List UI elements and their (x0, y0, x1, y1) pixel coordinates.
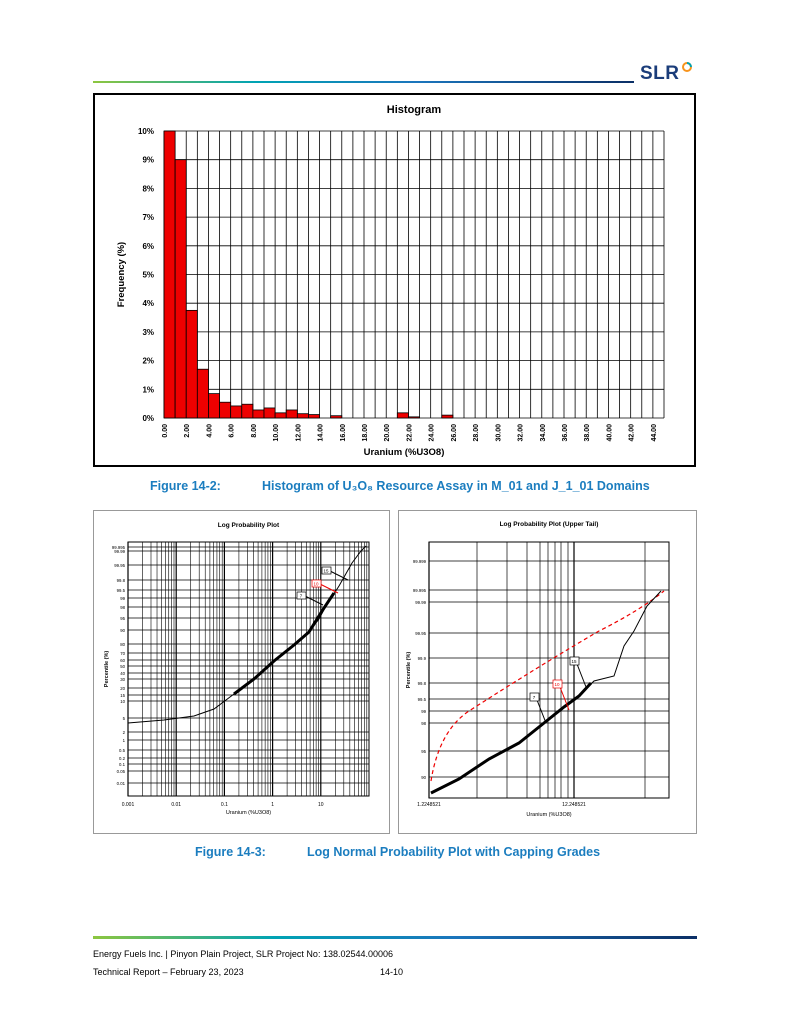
y-tick-label: 0.05 (116, 769, 125, 774)
x-tick-label: 6.00 (228, 424, 236, 438)
figure-14-3-number: Figure 14-3: (195, 845, 266, 859)
y-tick-label: 10% (137, 127, 154, 136)
x-tick-label: 2.00 (184, 424, 192, 438)
x-tick-label: 32.00 (517, 424, 525, 442)
x-tick-label: 10.00 (273, 424, 281, 442)
y-tick-label: 30 (120, 677, 125, 682)
y-tick-label: 99.5 (116, 588, 125, 593)
x-tick-label: 26.00 (450, 424, 458, 442)
histogram-bar (297, 414, 308, 418)
x-tick-label: 0.01 (171, 802, 182, 808)
y-tick-label: 20 (120, 686, 125, 691)
y-tick-label: 90 (120, 628, 125, 633)
x-tick-label: 0.00 (162, 424, 169, 438)
capping-marker-label: 7 (532, 695, 536, 700)
y-tick-label: 0.1 (119, 762, 125, 767)
y-tick-label: 99.95 (415, 631, 426, 636)
histogram-bar (242, 404, 253, 418)
x-tick-label: 30.00 (495, 424, 503, 442)
capping-leader (577, 664, 586, 687)
x-tick-label: 42.00 (628, 424, 636, 442)
y-tick-label: 0.5 (119, 748, 125, 753)
figure-14-2-number: Figure 14-2: (150, 479, 221, 493)
histogram-bar (164, 131, 175, 418)
histogram-chart (95, 95, 694, 465)
histogram-bar (286, 410, 297, 418)
y-tick-label: 0.2 (119, 756, 125, 761)
y-tick-label: 50 (120, 664, 125, 669)
chart-title: Log Probability Plot (Upper Tail) (499, 521, 599, 528)
y-tick-label: 0% (142, 414, 154, 423)
y-tick-label: 10 (120, 699, 125, 704)
y-tick-label: 95 (421, 749, 426, 754)
y-tick-label: 6% (142, 241, 154, 251)
x-tick-label: 12.248521 (562, 802, 586, 808)
x-tick-label: 0.1 (220, 802, 228, 808)
logo-swirl-icon (682, 62, 692, 72)
y-tick-label: 15 (120, 693, 125, 698)
x-tick-label: 20.00 (384, 424, 392, 442)
chart-title: Log Probability Plot (217, 522, 280, 529)
y-tick-label: 7% (142, 213, 154, 223)
y-tick-label: 99.99 (114, 549, 125, 554)
y-tick-label: 99.99 (415, 600, 426, 605)
x-tick-label: 8.00 (250, 424, 258, 438)
x-tick-label: 0.001 (121, 802, 135, 808)
x-tick-label: 1 (271, 802, 274, 808)
x-tick-label: 18.00 (362, 424, 369, 442)
x-tick-label: 1.2248521 (417, 802, 441, 808)
y-tick-label: 98 (421, 721, 426, 726)
chart-title: Histogram (386, 104, 442, 116)
capping-marker-label: 10 (554, 682, 560, 687)
y-tick-label: 99 (421, 709, 426, 714)
footer-project-line: Energy Fuels Inc. | Pinyon Plain Project, SLR Project No: 138.02544.00006 (93, 949, 394, 959)
x-axis-label: Uranium (%U3O8) (225, 810, 272, 816)
histogram-bar (397, 413, 408, 418)
footer-rule (93, 936, 697, 939)
histogram-bar (231, 406, 242, 418)
x-tick-label: 16.00 (339, 424, 347, 442)
footer-page-number: 14-10 (380, 967, 404, 977)
y-tick-label: 5% (142, 270, 154, 280)
upper-tail-chart (399, 511, 696, 833)
footer-report-line: Technical Report – February 23, 2023 (93, 967, 244, 977)
x-axis-label: Uranium (%U3O8) (363, 447, 445, 458)
y-tick-label: 2 (122, 730, 125, 735)
y-tick-label: 2% (142, 356, 154, 366)
histogram-bar (275, 413, 286, 418)
capping-marker-label: 15 (571, 659, 577, 664)
histogram-bar (331, 416, 342, 418)
y-tick-label: 40 (120, 671, 125, 676)
y-tick-label: 99.5 (417, 697, 426, 702)
x-tick-label: 28.00 (473, 424, 481, 442)
y-tick-label: 4% (142, 299, 154, 309)
capping-marker-label: 10 (313, 581, 319, 587)
y-tick-label: 99 (120, 596, 125, 601)
y-tick-label: 98 (120, 605, 125, 610)
y-axis-label: Frequency (%) (116, 241, 127, 308)
histogram-bar (208, 394, 219, 418)
x-tick-label: 12.00 (295, 424, 303, 442)
y-tick-label: 99.95 (114, 563, 125, 568)
y-tick-label: 99.995 (111, 545, 125, 550)
log-probability-plot (93, 510, 390, 834)
y-tick-label: 8% (142, 184, 154, 194)
y-tick-label: 99.8 (116, 578, 125, 583)
y-tick-label: 99.9 (417, 656, 426, 661)
y-tick-label: 0.01 (116, 781, 125, 786)
x-tick-label: 22.00 (406, 424, 414, 442)
x-axis-label: Uranium (%U3O8) (526, 812, 572, 818)
histogram-figure (93, 93, 696, 467)
y-tick-label: 99.8 (417, 681, 426, 686)
capping-marker-label: 7 (299, 593, 303, 599)
y-tick-label: 9% (142, 155, 154, 165)
log-probability-chart (94, 511, 389, 833)
y-tick-label: 1% (142, 385, 154, 395)
histogram-bar (186, 310, 197, 418)
x-tick-label: 40.00 (606, 424, 614, 442)
x-tick-label: 34.00 (539, 424, 547, 442)
x-tick-label: 10 (318, 802, 324, 808)
probability-curve (431, 591, 661, 793)
histogram-bar (264, 408, 275, 418)
y-tick-label: 80 (120, 642, 125, 647)
y-tick-label: 60 (120, 658, 125, 663)
reference-line (431, 591, 664, 781)
y-tick-label: 3% (142, 327, 154, 337)
probability-curve-dense (431, 683, 591, 793)
x-tick-label: 14.00 (317, 424, 325, 442)
slr-logo: SLR (640, 63, 680, 84)
y-tick-label: 99.995 (412, 588, 426, 593)
y-tick-label: 70 (120, 651, 125, 656)
plot-frame (429, 542, 669, 798)
histogram-bar (197, 369, 208, 418)
y-tick-label: 90 (421, 775, 426, 780)
histogram-bar (408, 417, 419, 418)
figure-14-3-title: Log Normal Probability Plot with Capping Grades (307, 845, 601, 859)
y-axis-label: Percentile (%) (104, 650, 110, 688)
figure-14-2-title: Histogram of U₃O₈ Resource Assay in M_01 and J_1_01 Domains (262, 479, 650, 493)
y-tick-label: 95 (120, 616, 125, 621)
x-tick-label: 4.00 (206, 424, 214, 438)
y-tick-label: 1 (122, 738, 125, 743)
histogram-bar (220, 402, 231, 418)
x-tick-label: 24.00 (428, 424, 436, 442)
y-tick-label: 5 (122, 716, 125, 721)
upper-tail-plot (398, 510, 697, 834)
x-tick-label: 36.00 (562, 424, 569, 442)
histogram-bar (308, 415, 319, 418)
capping-marker-label: 15 (323, 568, 329, 574)
x-tick-label: 44.00 (650, 424, 658, 442)
x-tick-label: 38.00 (584, 424, 592, 442)
histogram-bar (442, 415, 453, 418)
histogram-bar (253, 410, 264, 418)
histogram-bar (175, 160, 186, 418)
header-rule (93, 81, 634, 83)
y-axis-label: Percentile (%) (406, 651, 412, 689)
y-tick-label: 99.999 (412, 559, 426, 564)
capping-leader (537, 700, 546, 723)
